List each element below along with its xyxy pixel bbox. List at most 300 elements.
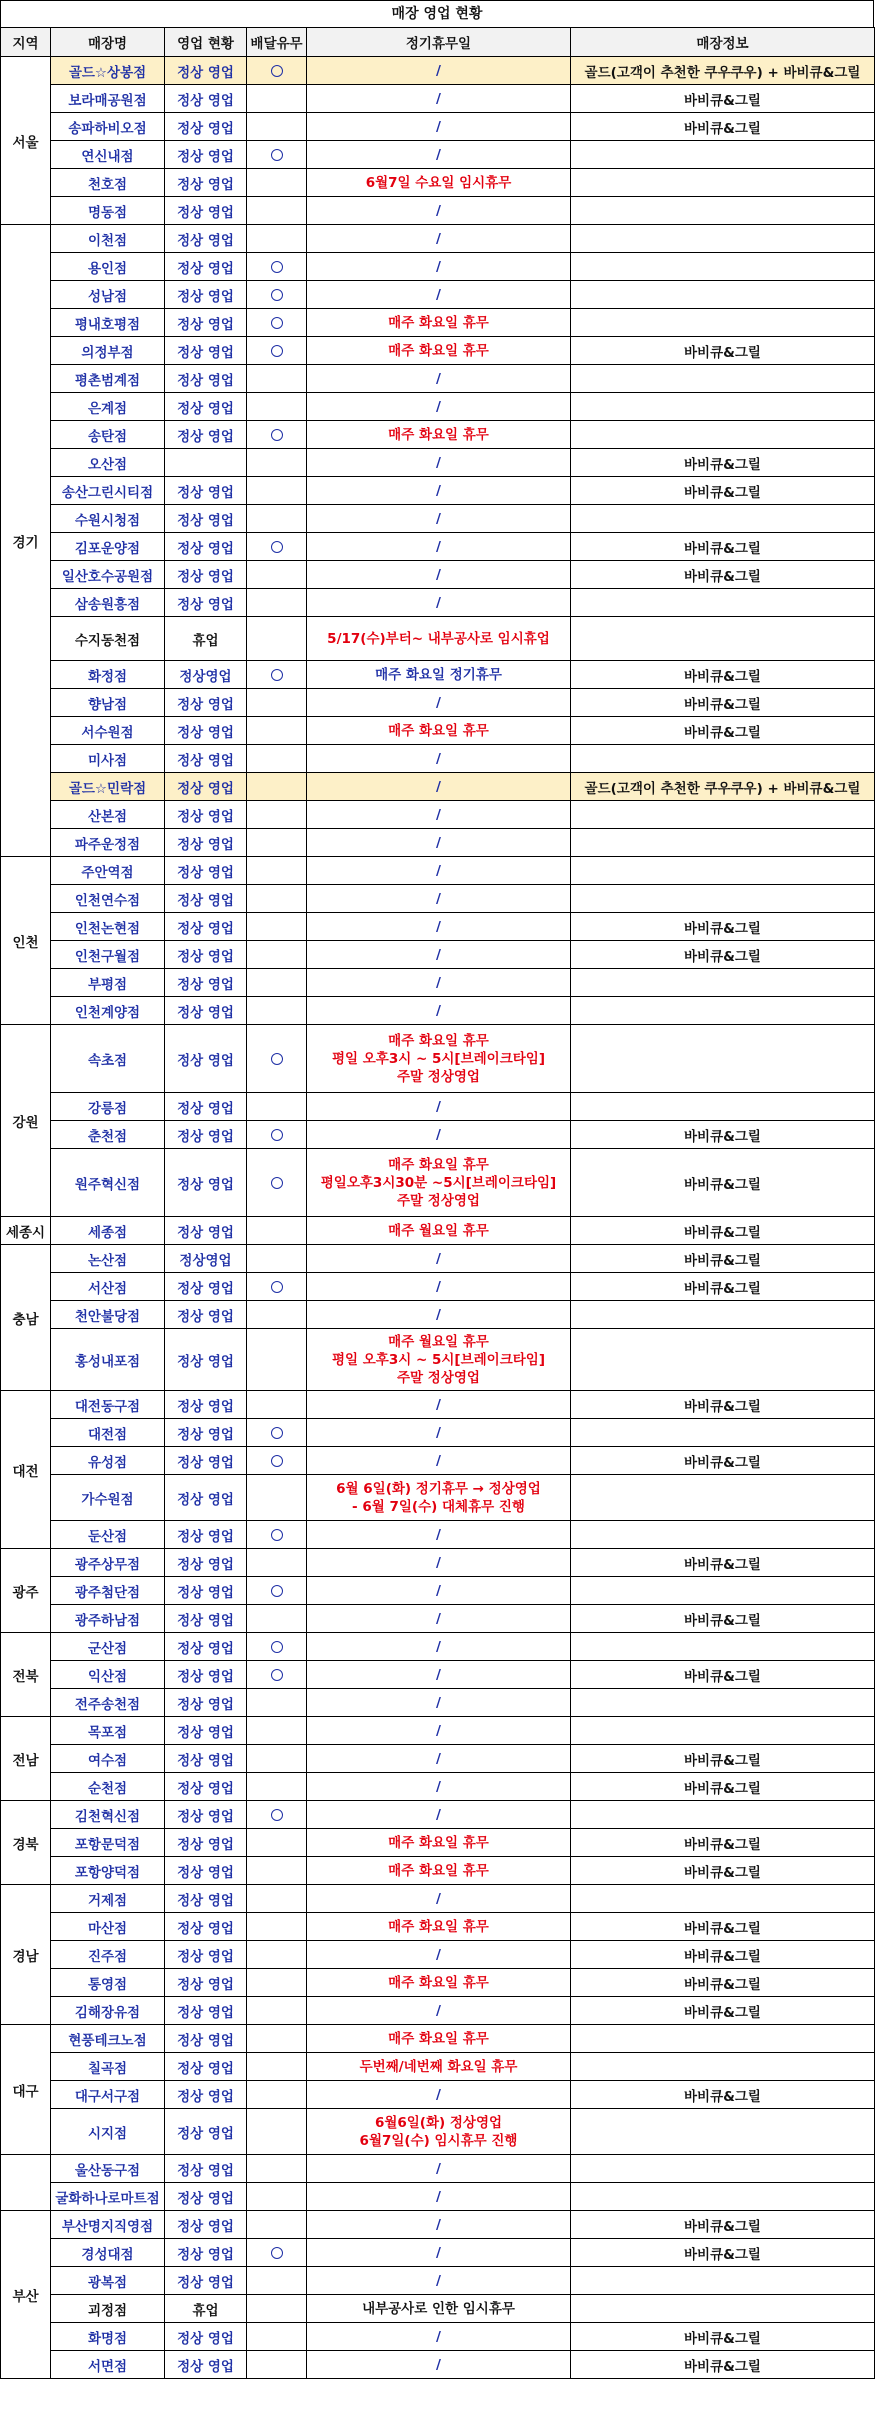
store-info: 바비큐&그릴 xyxy=(571,1245,875,1273)
store-info xyxy=(571,2109,875,2155)
business-status: 정상 영업 xyxy=(165,1969,247,1997)
store-info xyxy=(571,2155,875,2183)
store-info: 바비큐&그릴 xyxy=(571,1829,875,1857)
delivery-cell xyxy=(247,617,307,661)
store-table xyxy=(0,27,875,2379)
regular-holiday: / xyxy=(307,997,571,1025)
regular-holiday: / xyxy=(307,1093,571,1121)
regular-holiday: / xyxy=(307,477,571,505)
regular-holiday: 매주 화요일 휴무 평일 오후3시 ~ 5시[브레이크타임] 주말 정상영업 xyxy=(307,1025,571,1093)
store-name: 경성대점 xyxy=(51,2239,165,2267)
regular-holiday: / xyxy=(307,281,571,309)
store-info: 바비큐&그릴 xyxy=(571,1857,875,1885)
business-status: 정상 영업 xyxy=(165,2081,247,2109)
business-status: 정상 영업 xyxy=(165,1121,247,1149)
store-name: 광복점 xyxy=(51,2267,165,2295)
delivery-cell xyxy=(247,2351,307,2379)
business-status: 정상 영업 xyxy=(165,1885,247,1913)
table-row xyxy=(1,829,875,857)
store-name: 용인점 xyxy=(51,253,165,281)
delivery-cell xyxy=(247,1773,307,1801)
store-info xyxy=(571,505,875,533)
table-row xyxy=(1,505,875,533)
header-store-info: 매장정보 xyxy=(571,28,875,57)
store-info: 바비큐&그릴 xyxy=(571,1121,875,1149)
table-row xyxy=(1,1717,875,1745)
table-row xyxy=(1,225,875,253)
delivery-cell xyxy=(247,801,307,829)
business-status: 정상 영업 xyxy=(165,281,247,309)
business-status: 정상 영업 xyxy=(165,2183,247,2211)
store-name: 의정부점 xyxy=(51,337,165,365)
table-row xyxy=(1,141,875,169)
delivery-available-icon xyxy=(271,1809,283,1821)
business-status: 정상 영업 xyxy=(165,589,247,617)
table-row xyxy=(1,745,875,773)
store-name: 골드☆민락점 xyxy=(51,773,165,801)
delivery-available-icon xyxy=(271,345,283,357)
business-status: 정상 영업 xyxy=(165,2323,247,2351)
business-status: 정상 영업 xyxy=(165,1329,247,1391)
region-cell: 경북 xyxy=(1,1801,51,1885)
region-cell: 광주 xyxy=(1,1549,51,1633)
store-name: 김해장유점 xyxy=(51,1997,165,2025)
store-name: 수원시청점 xyxy=(51,505,165,533)
delivery-cell xyxy=(247,85,307,113)
store-name: 광주상무점 xyxy=(51,1549,165,1577)
header-status: 영업 현황 xyxy=(165,28,247,57)
delivery-cell xyxy=(247,1419,307,1447)
table-row xyxy=(1,1801,875,1829)
delivery-available-icon xyxy=(271,1585,283,1597)
regular-holiday: 매주 화요일 휴무 xyxy=(307,1969,571,1997)
business-status: 정상 영업 xyxy=(165,1773,247,1801)
store-info: 바비큐&그릴 xyxy=(571,337,875,365)
store-name: 인천구월점 xyxy=(51,941,165,969)
table-row xyxy=(1,689,875,717)
store-info: 바비큐&그릴 xyxy=(571,1149,875,1217)
store-info xyxy=(571,169,875,197)
table-row xyxy=(1,533,875,561)
store-info: 바비큐&그릴 xyxy=(571,2351,875,2379)
regular-holiday: / xyxy=(307,1419,571,1447)
store-name: 서산점 xyxy=(51,1273,165,1301)
regular-holiday: / xyxy=(307,365,571,393)
store-name: 순천점 xyxy=(51,1773,165,1801)
regular-holiday: / xyxy=(307,2239,571,2267)
business-status: 정상 영업 xyxy=(165,197,247,225)
store-name: 삼송원흥점 xyxy=(51,589,165,617)
business-status: 정상 영업 xyxy=(165,885,247,913)
table-row xyxy=(1,589,875,617)
regular-holiday: / xyxy=(307,1245,571,1273)
table-row xyxy=(1,561,875,589)
delivery-cell xyxy=(247,1121,307,1149)
business-status: 정상 영업 xyxy=(165,857,247,885)
delivery-cell xyxy=(247,281,307,309)
delivery-available-icon xyxy=(271,65,283,77)
table-row xyxy=(1,113,875,141)
store-info: 바비큐&그릴 xyxy=(571,1773,875,1801)
store-info: 골드(고객이 추천한 쿠우쿠우) + 바비큐&그릴 xyxy=(571,773,875,801)
delivery-available-icon xyxy=(271,1281,283,1293)
business-status: 정상 영업 xyxy=(165,1149,247,1217)
store-name: 목포점 xyxy=(51,1717,165,1745)
business-status: 정상 영업 xyxy=(165,1745,247,1773)
regular-holiday: / xyxy=(307,2155,571,2183)
regular-holiday: / xyxy=(307,1447,571,1475)
regular-holiday: / xyxy=(307,2323,571,2351)
delivery-available-icon xyxy=(271,669,283,681)
delivery-cell xyxy=(247,2239,307,2267)
regular-holiday: 매주 화요일 정기휴무 xyxy=(307,661,571,689)
store-info xyxy=(571,1717,875,1745)
store-name: 명동점 xyxy=(51,197,165,225)
delivery-available-icon xyxy=(271,1529,283,1541)
store-info xyxy=(571,281,875,309)
delivery-cell xyxy=(247,477,307,505)
header-row xyxy=(1,28,875,57)
business-status: 정상 영업 xyxy=(165,253,247,281)
delivery-cell xyxy=(247,533,307,561)
table-row xyxy=(1,2183,875,2211)
regular-holiday: 매주 화요일 휴무 평일오후3시30분 ~5시[브레이크타임] 주말 정상영업 xyxy=(307,1149,571,1217)
store-info xyxy=(571,225,875,253)
delivery-cell xyxy=(247,969,307,997)
business-status: 정상 영업 xyxy=(165,141,247,169)
store-info: 바비큐&그릴 xyxy=(571,1969,875,1997)
store-name: 칠곡점 xyxy=(51,2053,165,2081)
delivery-cell xyxy=(247,1689,307,1717)
delivery-cell xyxy=(247,2155,307,2183)
store-info: 바비큐&그릴 xyxy=(571,113,875,141)
store-info xyxy=(571,1419,875,1447)
business-status: 정상 영업 xyxy=(165,309,247,337)
regular-holiday: / xyxy=(307,253,571,281)
store-name: 가수원점 xyxy=(51,1475,165,1521)
delivery-cell xyxy=(247,449,307,477)
delivery-cell xyxy=(247,829,307,857)
regular-holiday: / xyxy=(307,225,571,253)
store-info xyxy=(571,885,875,913)
store-name: 서면점 xyxy=(51,2351,165,2379)
store-name: 둔산점 xyxy=(51,1521,165,1549)
store-name: 속초점 xyxy=(51,1025,165,1093)
delivery-available-icon xyxy=(271,541,283,553)
regular-holiday: / xyxy=(307,197,571,225)
table-row xyxy=(1,197,875,225)
store-info xyxy=(571,1801,875,1829)
store-info: 바비큐&그릴 xyxy=(571,1217,875,1245)
header-holiday: 정기휴무일 xyxy=(307,28,571,57)
store-info: 바비큐&그릴 xyxy=(571,1661,875,1689)
store-info: 바비큐&그릴 xyxy=(571,1745,875,1773)
business-status: 정상 영업 xyxy=(165,1801,247,1829)
regular-holiday: 매주 화요일 휴무 xyxy=(307,309,571,337)
table-row xyxy=(1,617,875,661)
delivery-cell xyxy=(247,1829,307,1857)
delivery-cell xyxy=(247,2323,307,2351)
table-row xyxy=(1,1301,875,1329)
delivery-cell xyxy=(247,1913,307,1941)
delivery-cell xyxy=(247,745,307,773)
store-info: 바비큐&그릴 xyxy=(571,1447,875,1475)
table-row xyxy=(1,365,875,393)
regular-holiday: / xyxy=(307,829,571,857)
store-info xyxy=(571,617,875,661)
delivery-cell xyxy=(247,2267,307,2295)
delivery-cell xyxy=(247,197,307,225)
regular-holiday: / xyxy=(307,393,571,421)
store-info xyxy=(571,801,875,829)
store-name: 일산호수공원점 xyxy=(51,561,165,589)
business-status: 정상 영업 xyxy=(165,1273,247,1301)
regular-holiday: / xyxy=(307,1661,571,1689)
store-name: 골드☆상봉점 xyxy=(51,57,165,85)
regular-holiday: / xyxy=(307,773,571,801)
regular-holiday: / xyxy=(307,1801,571,1829)
store-name: 천안불당점 xyxy=(51,1301,165,1329)
regular-holiday: 두번째/네번째 화요일 휴무 xyxy=(307,2053,571,2081)
delivery-cell xyxy=(247,561,307,589)
delivery-cell xyxy=(247,857,307,885)
delivery-cell xyxy=(247,1391,307,1419)
delivery-available-icon xyxy=(271,149,283,161)
business-status: 정상 영업 xyxy=(165,1633,247,1661)
table-row xyxy=(1,1521,875,1549)
store-info xyxy=(571,1885,875,1913)
delivery-cell xyxy=(247,169,307,197)
delivery-cell xyxy=(247,913,307,941)
delivery-cell xyxy=(247,941,307,969)
regular-holiday: 매주 화요일 휴무 xyxy=(307,337,571,365)
store-info xyxy=(571,745,875,773)
regular-holiday: / xyxy=(307,885,571,913)
store-info xyxy=(571,1475,875,1521)
table-row xyxy=(1,253,875,281)
delivery-available-icon xyxy=(271,2247,283,2259)
store-info xyxy=(571,1025,875,1093)
region-cell: 부산 xyxy=(1,2211,51,2379)
regular-holiday: / xyxy=(307,1745,571,1773)
store-name: 미사점 xyxy=(51,745,165,773)
business-status: 정상 영업 xyxy=(165,113,247,141)
delivery-cell xyxy=(247,1093,307,1121)
table-row xyxy=(1,1447,875,1475)
store-info xyxy=(571,1633,875,1661)
business-status: 정상 영업 xyxy=(165,1857,247,1885)
regular-holiday: / xyxy=(307,1689,571,1717)
header-delivery: 배달유무 xyxy=(247,28,307,57)
region-cell: 인천 xyxy=(1,857,51,1025)
business-status: 정상 영업 xyxy=(165,969,247,997)
delivery-available-icon xyxy=(271,1669,283,1681)
delivery-cell xyxy=(247,253,307,281)
regular-holiday: / xyxy=(307,533,571,561)
store-info xyxy=(571,2183,875,2211)
store-name: 연신내점 xyxy=(51,141,165,169)
regular-holiday: / xyxy=(307,1549,571,1577)
store-name: 진주점 xyxy=(51,1941,165,1969)
region-cell: 전북 xyxy=(1,1633,51,1717)
delivery-available-icon xyxy=(271,1053,283,1065)
delivery-cell xyxy=(247,1885,307,1913)
delivery-cell xyxy=(247,1329,307,1391)
table-body xyxy=(1,57,875,2379)
store-info xyxy=(571,2025,875,2053)
delivery-cell xyxy=(247,773,307,801)
store-name: 천호점 xyxy=(51,169,165,197)
table-row xyxy=(1,1829,875,1857)
store-name: 평내호평점 xyxy=(51,309,165,337)
delivery-available-icon xyxy=(271,429,283,441)
store-name: 산본점 xyxy=(51,801,165,829)
delivery-cell xyxy=(247,1475,307,1521)
table-row xyxy=(1,393,875,421)
store-info: 바비큐&그릴 xyxy=(571,449,875,477)
regular-holiday: 매주 화요일 휴무 xyxy=(307,1913,571,1941)
table-row xyxy=(1,2053,875,2081)
store-name: 시지점 xyxy=(51,2109,165,2155)
regular-holiday: / xyxy=(307,1941,571,1969)
regular-holiday: / xyxy=(307,745,571,773)
regular-holiday: 내부공사로 인한 임시휴무 xyxy=(307,2295,571,2323)
delivery-cell xyxy=(247,393,307,421)
table-row xyxy=(1,1997,875,2025)
table-row xyxy=(1,57,875,85)
delivery-cell xyxy=(247,113,307,141)
table-row xyxy=(1,913,875,941)
regular-holiday: 매주 화요일 휴무 xyxy=(307,421,571,449)
delivery-cell xyxy=(247,1969,307,1997)
delivery-cell xyxy=(247,1521,307,1549)
business-status: 정상 영업 xyxy=(165,169,247,197)
delivery-cell xyxy=(247,661,307,689)
store-info: 바비큐&그릴 xyxy=(571,2081,875,2109)
delivery-cell xyxy=(247,1245,307,1273)
store-info xyxy=(571,253,875,281)
delivery-cell xyxy=(247,57,307,85)
table-row xyxy=(1,1745,875,1773)
store-info xyxy=(571,2267,875,2295)
store-name: 김천혁신점 xyxy=(51,1801,165,1829)
business-status: 정상 영업 xyxy=(165,1475,247,1521)
table-row xyxy=(1,337,875,365)
table-row xyxy=(1,2211,875,2239)
delivery-cell xyxy=(247,689,307,717)
business-status: 정상 영업 xyxy=(165,561,247,589)
table-row xyxy=(1,1549,875,1577)
delivery-cell xyxy=(247,2109,307,2155)
table-row xyxy=(1,857,875,885)
store-info: 바비큐&그릴 xyxy=(571,2323,875,2351)
business-status: 정상 영업 xyxy=(165,1419,247,1447)
store-info xyxy=(571,857,875,885)
store-info xyxy=(571,393,875,421)
store-name: 거제점 xyxy=(51,1885,165,1913)
business-status: 정상 영업 xyxy=(165,1605,247,1633)
regular-holiday: / xyxy=(307,913,571,941)
store-name: 광주하남점 xyxy=(51,1605,165,1633)
store-name: 송탄점 xyxy=(51,421,165,449)
table-row xyxy=(1,1913,875,1941)
table-row xyxy=(1,717,875,745)
store-info xyxy=(571,1093,875,1121)
store-name: 평촌범계점 xyxy=(51,365,165,393)
business-status: 정상 영업 xyxy=(165,533,247,561)
regular-holiday: / xyxy=(307,1301,571,1329)
store-info: 바비큐&그릴 xyxy=(571,913,875,941)
region-cell: 충남 xyxy=(1,1245,51,1391)
delivery-cell xyxy=(247,1717,307,1745)
regular-holiday: / xyxy=(307,857,571,885)
store-name: 화정점 xyxy=(51,661,165,689)
delivery-cell xyxy=(247,717,307,745)
store-name: 대전동구점 xyxy=(51,1391,165,1419)
table-row xyxy=(1,1885,875,1913)
delivery-cell xyxy=(247,2295,307,2323)
regular-holiday: / xyxy=(307,57,571,85)
table-row xyxy=(1,801,875,829)
table-row xyxy=(1,2351,875,2379)
regular-holiday: 6월7일 수요일 임시휴무 xyxy=(307,169,571,197)
business-status: 정상 영업 xyxy=(165,421,247,449)
store-info xyxy=(571,1301,875,1329)
table-row xyxy=(1,2323,875,2351)
region-cell: 전남 xyxy=(1,1717,51,1801)
table-row xyxy=(1,2109,875,2155)
business-status: 정상 영업 xyxy=(165,1025,247,1093)
delivery-cell xyxy=(247,1217,307,1245)
region-cell: 경기 xyxy=(1,225,51,857)
table-row xyxy=(1,1329,875,1391)
store-info: 바비큐&그릴 xyxy=(571,1913,875,1941)
delivery-available-icon xyxy=(271,1177,283,1189)
delivery-cell xyxy=(247,1025,307,1093)
region-cell: 대전 xyxy=(1,1391,51,1549)
region-cell: 강원 xyxy=(1,1025,51,1217)
store-name: 전주송천점 xyxy=(51,1689,165,1717)
regular-holiday: / xyxy=(307,1391,571,1419)
business-status: 정상 영업 xyxy=(165,1391,247,1419)
store-info: 바비큐&그릴 xyxy=(571,85,875,113)
business-status: 정상 영업 xyxy=(165,57,247,85)
regular-holiday: / xyxy=(307,589,571,617)
store-name: 김포운양점 xyxy=(51,533,165,561)
delivery-cell xyxy=(247,309,307,337)
business-status: 정상 영업 xyxy=(165,2211,247,2239)
delivery-available-icon xyxy=(271,1455,283,1467)
delivery-cell xyxy=(247,1549,307,1577)
business-status: 정상 영업 xyxy=(165,1661,247,1689)
table-row xyxy=(1,941,875,969)
business-status: 정상 영업 xyxy=(165,717,247,745)
table-row xyxy=(1,2025,875,2053)
store-name: 괴정점 xyxy=(51,2295,165,2323)
business-status: 정상 영업 xyxy=(165,997,247,1025)
table-row xyxy=(1,1605,875,1633)
delivery-available-icon xyxy=(271,1641,283,1653)
delivery-cell xyxy=(247,1633,307,1661)
business-status: 정상 영업 xyxy=(165,1093,247,1121)
store-name: 현풍테크노점 xyxy=(51,2025,165,2053)
store-name: 부산명지직영점 xyxy=(51,2211,165,2239)
store-info xyxy=(571,2053,875,2081)
regular-holiday: / xyxy=(307,689,571,717)
regular-holiday: / xyxy=(307,2211,571,2239)
business-status: 정상 영업 xyxy=(165,337,247,365)
table-row xyxy=(1,661,875,689)
